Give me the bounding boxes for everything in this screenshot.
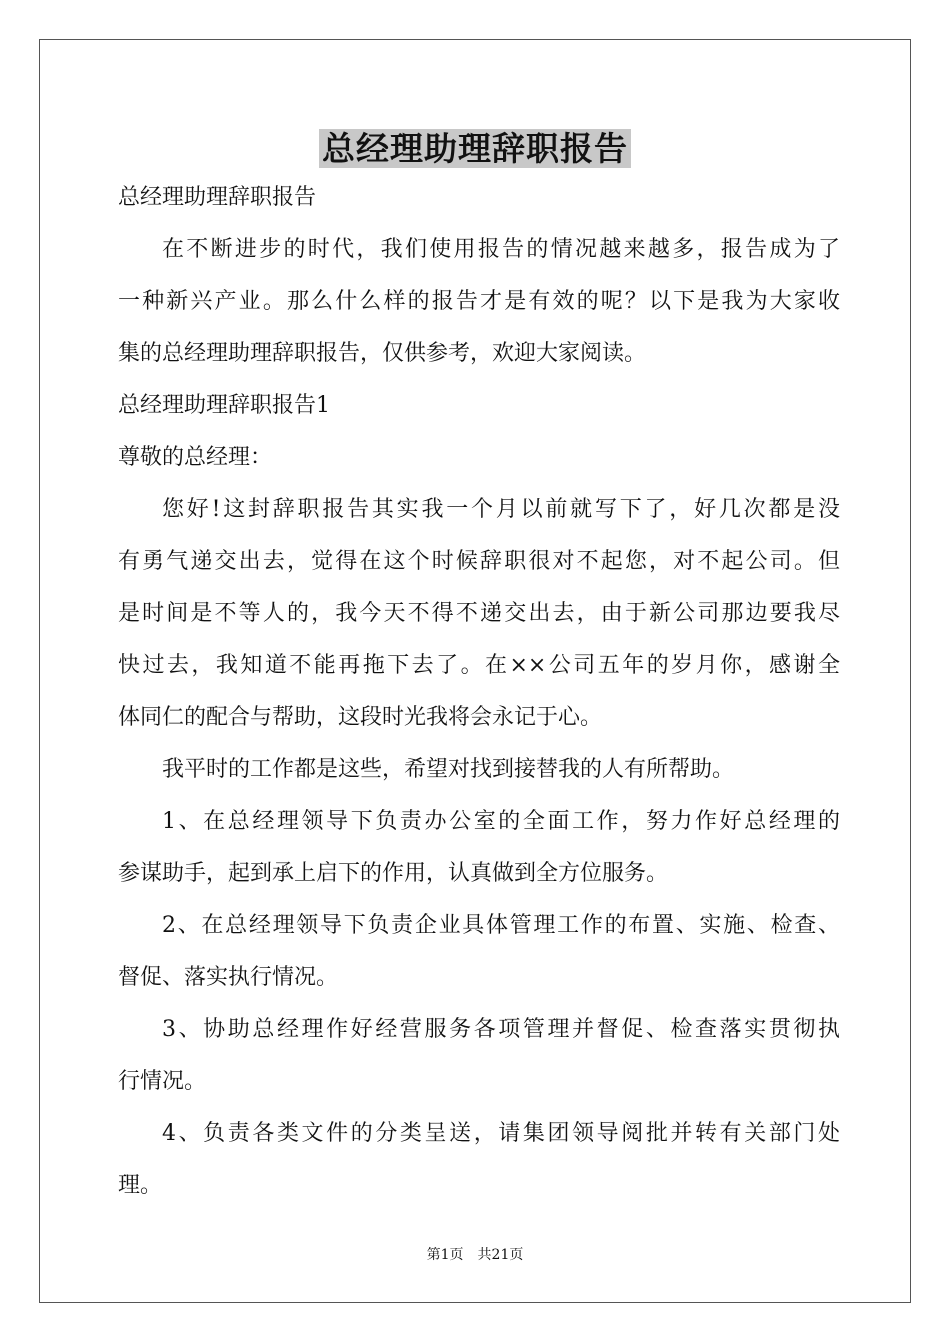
paragraph-line: 有勇气递交出去，觉得在这个时候辞职很对不起您，对不起公司。但 <box>118 549 840 574</box>
paragraph-line: 您好!这封辞职报告其实我一个月以前就写下了，好几次都是没 <box>162 497 840 522</box>
list-item-line: 1、在总经理领导下负责办公室的全面工作，努力作好总经理的 <box>162 809 840 834</box>
paragraph-line: 集的总经理助理辞职报告，仅供参考，欢迎大家阅读。 <box>118 341 647 366</box>
list-item-line: 行情况。 <box>118 1069 207 1094</box>
paragraph-line: 体同仁的配合与帮助，这段时光我将会永记于心。 <box>118 705 603 730</box>
paragraph-line: 快过去，我知道不能再拖下去了。在××公司五年的岁月你，感谢全 <box>118 653 840 678</box>
heading-line: 总经理助理辞职报告 <box>118 185 317 210</box>
list-item-line: 2、在总经理领导下负责企业具体管理工作的布置、实施、检查、 <box>162 913 840 938</box>
page-number: 第1页 共21页 <box>426 1247 524 1263</box>
document-body <box>118 172 840 1212</box>
paragraph-line: 在不断进步的时代，我们使用报告的情况越来越多，报告成为了 <box>162 237 840 262</box>
paragraph-line: 是时间是不等人的，我今天不得不递交出去，由于新公司那边要我尽 <box>118 601 840 626</box>
list-item-line: 4、负责各类文件的分类呈送，请集团领导阅批并转有关部门处 <box>162 1121 840 1146</box>
document-title <box>0 126 950 172</box>
list-item-line: 参谋助手，起到承上启下的作用，认真做到全方位服务。 <box>118 861 669 886</box>
paragraph-line: 一种新兴产业。那么什么样的报告才是有效的呢？以下是我为大家收 <box>118 289 840 314</box>
list-item-line: 3、协助总经理作好经营服务各项管理并督促、检查落实贯彻执 <box>162 1017 840 1042</box>
list-item-line: 理。 <box>118 1173 163 1198</box>
section-heading: 总经理助理辞职报告1 <box>118 393 330 418</box>
list-item-line: 督促、落实执行情况。 <box>118 965 339 990</box>
salutation: 尊敬的总经理： <box>118 445 273 470</box>
paragraph-line: 我平时的工作都是这些，希望对找到接替我的人有所帮助。 <box>162 757 735 782</box>
document-title-text: 总经理助理辞职报告 <box>319 129 631 168</box>
